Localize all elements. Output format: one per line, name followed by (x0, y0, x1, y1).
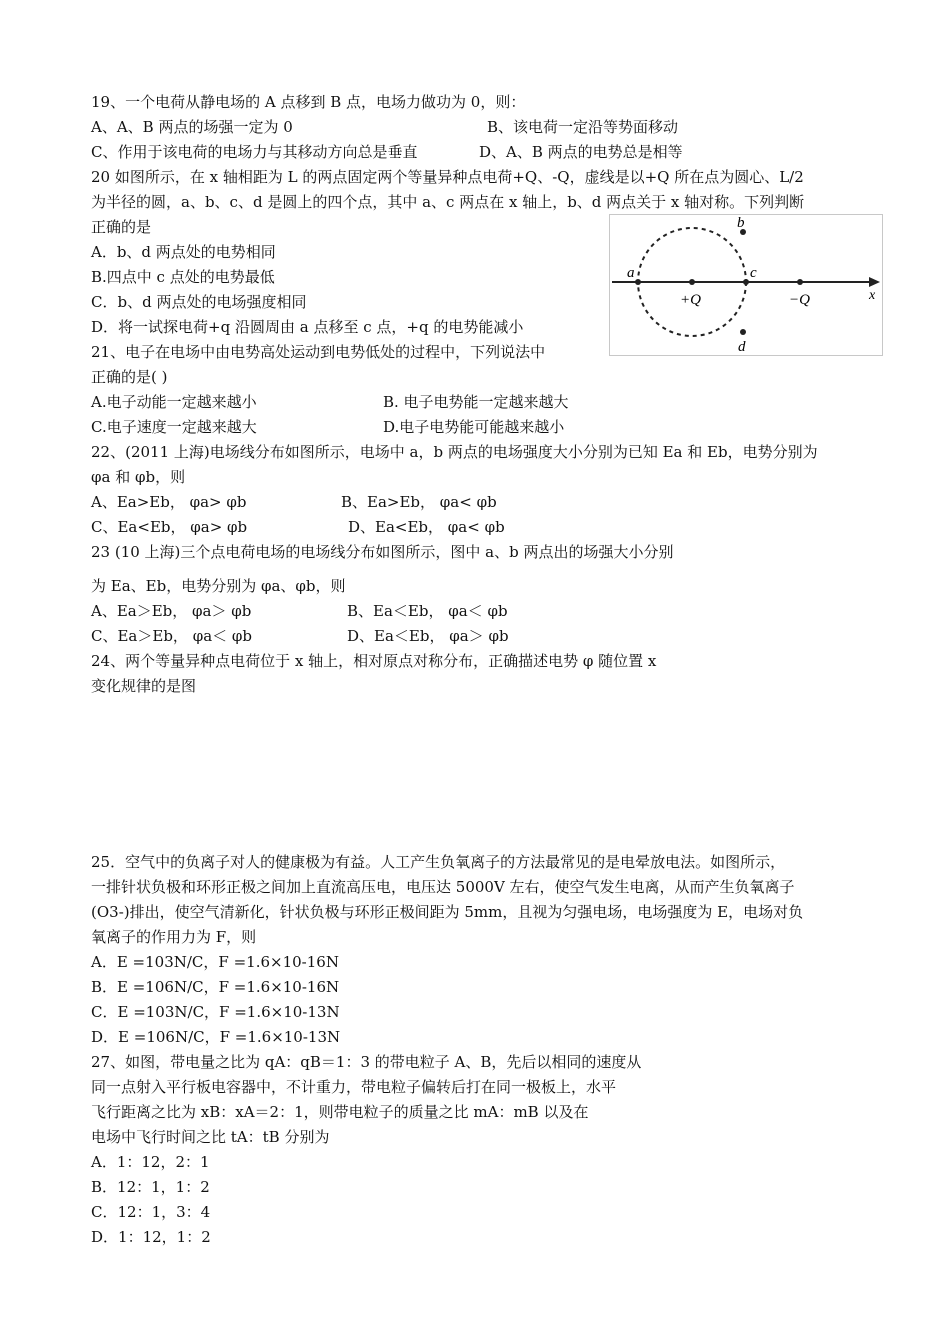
q19-stem: 19、一个电荷从静电场的 A 点移到 B 点，电场力做功为 0，则： (91, 93, 526, 111)
q27-stem-line1: 27、如图，带电量之比为 qA：qB＝1：3 的带电粒子 A、B，先后以相同的速度从 (91, 1053, 642, 1071)
q27-option-d: D．1：12，1：2 (91, 1228, 211, 1246)
q21-option-d: D.电子电势能可能越来越小 (383, 418, 565, 436)
point-neg-q (797, 279, 803, 285)
q22-stem-line2: φa 和 φb，则 (91, 468, 186, 486)
q20-option-a: A．b、d 两点处的电势相同 (91, 243, 276, 261)
q23-option-c: C、Ea＞Eb， φa＜ φb (91, 627, 253, 645)
point-c (743, 279, 749, 285)
q20-figure-svg (610, 215, 882, 355)
q25-option-d: D．E =106N/C，F =1.6×10-13N (91, 1028, 341, 1046)
q25-stem-line3: (O3-)排出，使空气清新化，针状负极与环形正极间距为 5mm，且视为匀强电场，电场强度为 E，电场对负 (91, 903, 804, 921)
q25-stem-line4: 氧离子的作用力为 F，则 (91, 928, 257, 946)
q27-option-b: B．12：1，1：2 (91, 1178, 210, 1196)
q21-option-b: B. 电子电势能一定越来越大 (383, 393, 569, 411)
q20-option-c: C．b、d 两点处的电场强度相同 (91, 293, 307, 311)
q22-stem-line1: 22、(2011 上海)电场线分布如图所示，电场中 a，b 两点的电场强度大小分别为已知 Ea 和 Eb，电势分别为 (91, 443, 818, 461)
q25-stem-line1: 25．空气中的负离子对人的健康极为有益。人工产生负氧离子的方法最常见的是电晕放电法。如图所示， (91, 853, 786, 871)
q27-option-a: A．1：12，2：1 (91, 1153, 210, 1171)
q22-option-b: B、Ea>Eb， φa< φb (341, 493, 497, 511)
q22-option-a: A、Ea>Eb， φa> φb (91, 493, 247, 511)
q23-stem-line2: 为 Ea、Eb，电势分别为 φa、φb，则 (91, 577, 346, 595)
q22-option-c: C、Ea<Eb， φa> φb (91, 518, 248, 536)
q22-option-d: D、Ea<Eb， φa< φb (348, 518, 505, 536)
q19-option-d: D、A、B 两点的电势总是相等 (479, 143, 683, 161)
q19-option-c: C、作用于该电荷的电场力与其移动方向总是垂直 (91, 143, 418, 161)
q21-option-a: A.电子动能一定越来越小 (91, 393, 257, 411)
q20-figure (609, 214, 883, 356)
q20-option-d: D．将一试探电荷+q 沿圆周由 a 点移至 c 点，+q 的电势能减小 (91, 318, 524, 336)
q27-stem-line4: 电场中飞行时间之比 tA：tB 分别为 (91, 1128, 330, 1146)
point-d (740, 329, 746, 335)
q23-option-d: D、Ea＜Eb， φa＞ φb (347, 627, 509, 645)
q23-stem-line1: 23 (10 上海)三个点电荷电场的电场线分布如图所示，图中 a、b 两点出的场强大小分别 (91, 543, 674, 561)
q25-option-a: A．E =103N/C，F =1.6×10-16N (91, 953, 339, 971)
q23-option-b: B、Ea＜Eb， φa＜ φb (347, 602, 508, 620)
q20-stem-line2: 为半径的圆，a、b、c、d 是圆上的四个点，其中 a、c 两点在 x 轴上，b、d 两点关于 x 轴对称。下列判断 (91, 193, 805, 211)
q27-stem-line2: 同一点射入平行板电容器中，不计重力，带电粒子偏转后打在同一极板上，水平 (91, 1078, 617, 1096)
label-pos-q: +Q (680, 292, 701, 308)
label-a: a (627, 265, 635, 281)
q20-option-b: B.四点中 c 点处的电势最低 (91, 268, 275, 286)
q20-stem-line3: 正确的是 (91, 218, 152, 236)
q19-option-b: B、该电荷一定沿等势面移动 (487, 118, 679, 136)
label-b: b (737, 215, 745, 231)
q21-option-c: C.电子速度一定越来越大 (91, 418, 257, 436)
label-c: c (750, 265, 757, 281)
q25-option-c: C．E =103N/C，F =1.6×10-13N (91, 1003, 340, 1021)
q21-stem-line1: 21、电子在电场中由电势高处运动到电势低处的过程中，下列说法中 (91, 343, 546, 361)
q24-stem-line2: 变化规律的是图 (91, 677, 197, 695)
q24-stem-line1: 24、两个等量异种点电荷位于 x 轴上，相对原点对称分布，正确描述电势 φ 随位置 x (91, 652, 657, 670)
point-pos-q (689, 279, 695, 285)
point-a (635, 279, 641, 285)
q23-option-a: A、Ea＞Eb， φa＞ φb (91, 602, 252, 620)
label-neg-q: −Q (789, 292, 810, 308)
q19-option-a: A、A、B 两点的场强一定为 0 (91, 118, 293, 136)
x-axis-arrow-icon (869, 277, 880, 287)
q27-stem-line3: 飞行距离之比为 xB：xA＝2：1，则带电粒子的质量之比 mA：mB 以及在 (91, 1103, 589, 1121)
label-d: d (738, 339, 746, 355)
q25-stem-line2: 一排针状负极和环形正极之间加上直流高压电，电压达 5000V 左右，使空气发生电离，从而产生负氧离子 (91, 878, 795, 896)
q20-stem-line1: 20 如图所示，在 x 轴相距为 L 的两点固定两个等量异种点电荷+Q、-Q，虚线是以+Q 所在点为圆心、L/2 (91, 168, 804, 186)
label-x: x (869, 288, 876, 303)
q25-option-b: B．E =106N/C，F =1.6×10-16N (91, 978, 340, 996)
q21-stem-line2: 正确的是( ) (91, 368, 168, 386)
q27-option-c: C．12：1，3：4 (91, 1203, 211, 1221)
